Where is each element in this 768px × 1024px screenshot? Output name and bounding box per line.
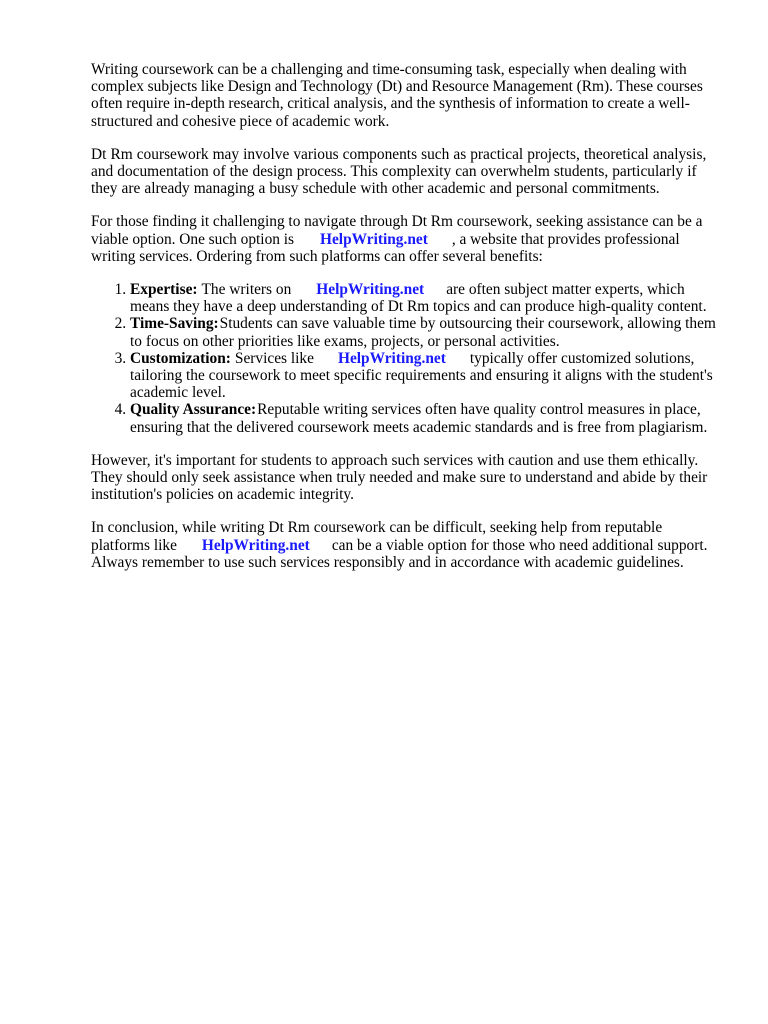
assistance-text-after: , a website that provides professional writing services. Ordering from such platforms can offer several benefits: (91, 230, 680, 265)
benefit-item-customization (130, 350, 721, 402)
conclusion-text-before: In conclusion, while writing Dt Rm coursework can be difficult, seeking help from reputable platforms like (91, 519, 663, 554)
conclusion-text-after: can be a viable option for those who need additional support. Always remember to use such services responsibly and in accordance with academic guidelines. (91, 536, 708, 571)
benefit-text-after: typically offer customized solutions, tailoring the coursework to meet specific requirements and ensuring it aligns with the student's academic level. (130, 349, 713, 402)
assistance-paragraph (91, 213, 721, 265)
benefit-item-quality-assurance (130, 401, 721, 435)
benefit-label: Customization: (130, 349, 231, 367)
benefit-text: Reputable writing services often have quality control measures in place, ensuring that the delivered coursework meets academic standards and is free from plagiarism. (130, 401, 708, 436)
document-body (91, 61, 721, 587)
benefit-item-expertise (130, 281, 721, 315)
benefit-text: Students can save valuable time by outsourcing their coursework, allowing them to focus on other priorities like exams, projects, or personal activities. (130, 315, 716, 350)
helpwriting-link[interactable]: HelpWriting.net (201, 536, 310, 554)
intro-paragraph: Writing coursework can be a challenging and time-consuming task, especially when dealing with complex subjects like Design and Technology (Dt) and Resource Management (Rm). These courses often require in-depth research, critical analysis, and the synthesis of information to create a well-structured and cohesive piece of academic work. (91, 61, 703, 130)
conclusion-paragraph (91, 519, 721, 571)
helpwriting-link[interactable]: HelpWriting.net (316, 281, 425, 299)
however-paragraph: However, it's important for students to approach such services with caution and use them ethically. They should only seek assistance when truly needed and make sure to understand and abide by their institution's policies on academic integrity. (91, 451, 708, 504)
benefit-item-time-saving (130, 315, 721, 349)
benefit-label: Time-Saving: (130, 315, 219, 333)
helpwriting-link[interactable]: HelpWriting.net (337, 349, 446, 367)
components-paragraph: Dt Rm coursework may involve various components such as practical projects, theoretical analysis, and documentation of the design process. This complexity can overwhelm students, particularly if they are already managing a busy schedule with other academic and personal commitments. (91, 145, 707, 198)
benefit-text-after: are often subject matter experts, which means they have a deep understanding of Dt Rm topics and can produce high-quality content. (130, 281, 707, 316)
assistance-text-before: For those finding it challenging to navigate through Dt Rm coursework, seeking assistance can be a viable option. One such option is (91, 213, 703, 248)
benefit-label: Expertise: (130, 281, 198, 299)
helpwriting-link[interactable]: HelpWriting.net (319, 230, 428, 248)
benefit-text-before: Services like (234, 349, 314, 367)
benefits-list (91, 281, 721, 436)
benefit-label: Quality Assurance: (130, 401, 257, 419)
benefit-text-before: The writers on (201, 281, 292, 299)
